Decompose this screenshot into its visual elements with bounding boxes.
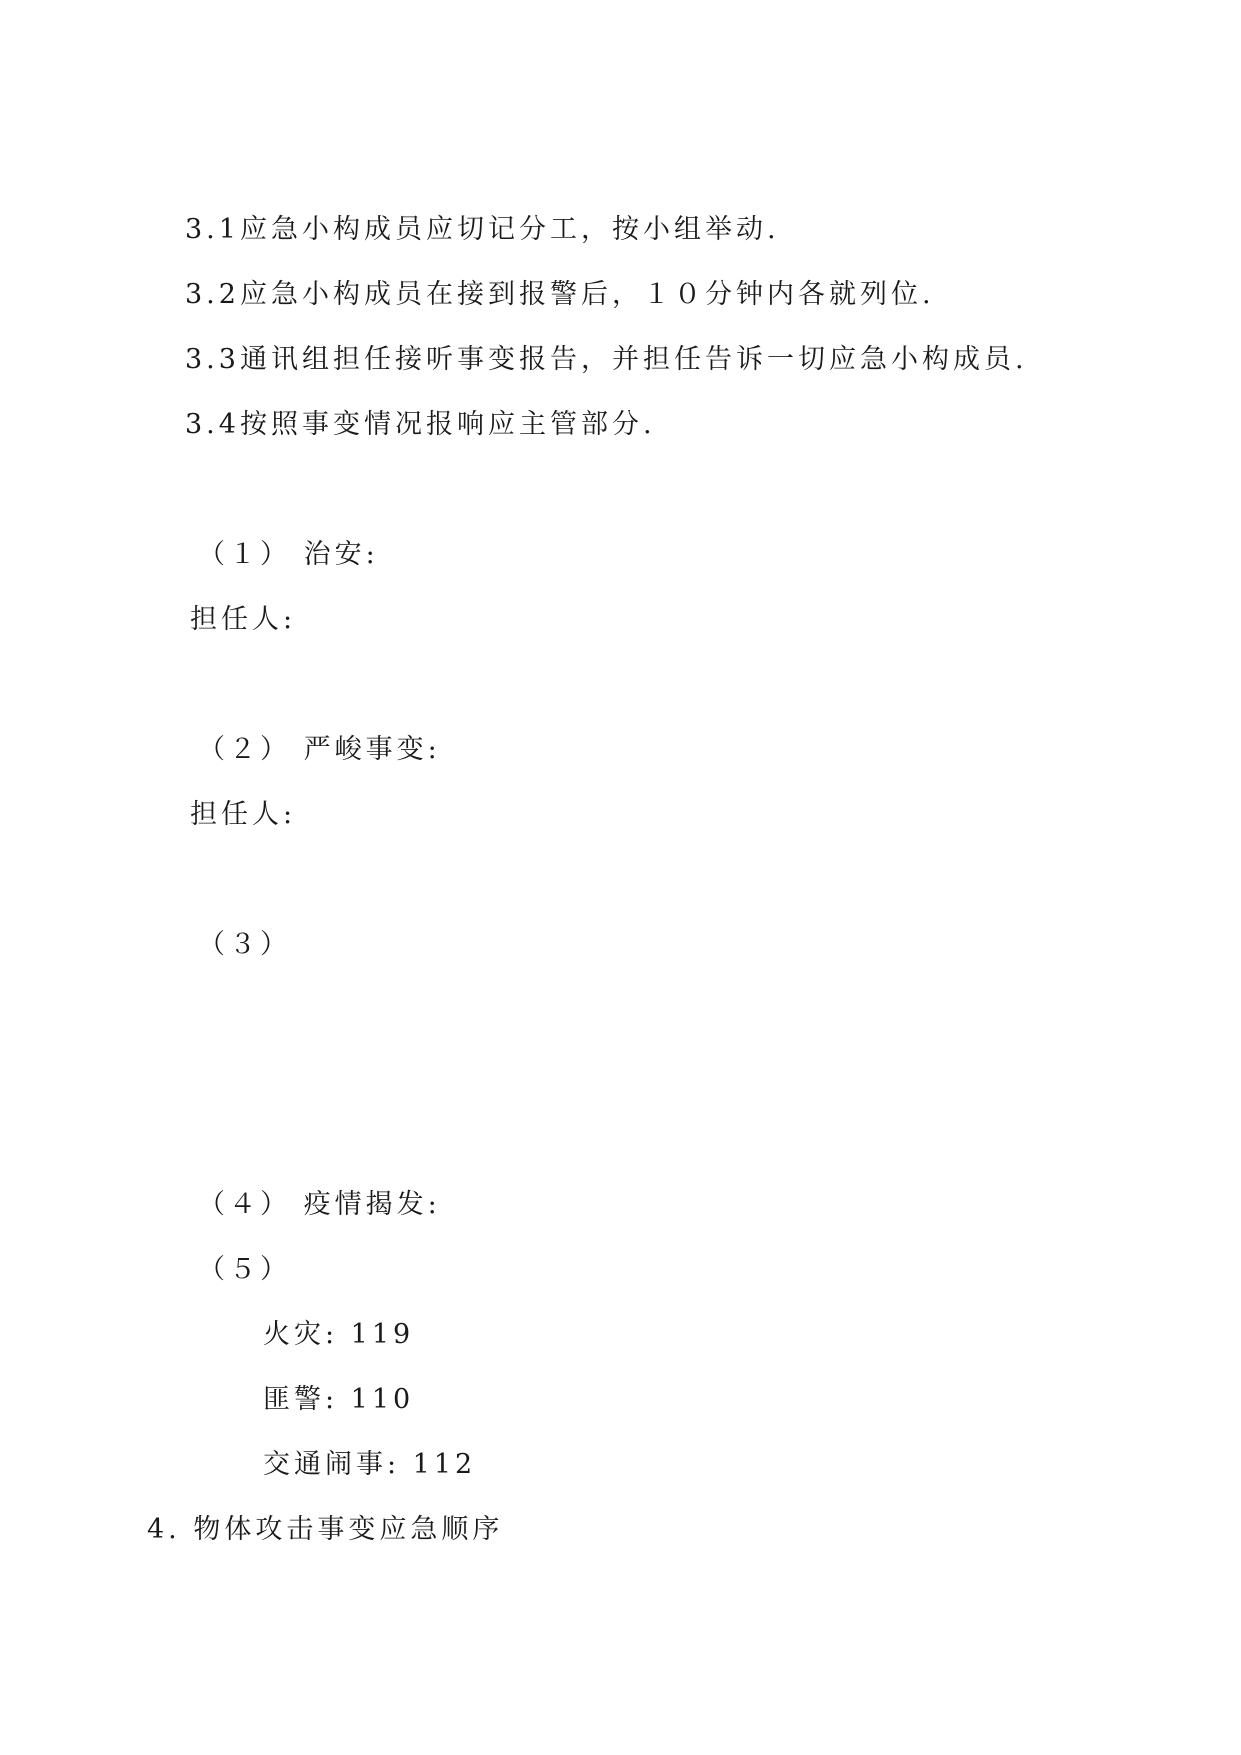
section-4-heading: 4. 物体攻击事变应急顺序 <box>147 1514 504 1545</box>
traffic-accident-number: 交通闹事: 112 <box>263 1449 477 1480</box>
section-3-1-text: 3.1应急小构成员应切记分工，按小组举动. <box>185 214 780 245</box>
item-2-serious-incident: （２） 严峻事变: <box>198 734 441 765</box>
section-3-3-text: 3.3通讯组担任接听事变报告，并担任告诉一切应急小构成员. <box>185 344 1028 375</box>
item-2-person-in-charge: 担任人: <box>190 799 297 830</box>
police-number: 匪警: 110 <box>263 1384 415 1415</box>
item-1-person-in-charge: 担任人: <box>190 604 297 635</box>
item-4-epidemic: （４） 疫情揭发: <box>198 1189 441 1220</box>
section-3-2-text: 3.2应急小构成员在接到报警后，１０分钟内各就列位. <box>185 279 935 310</box>
fire-number: 火灾: 119 <box>263 1319 415 1350</box>
item-1-security: （１） 治安: <box>198 539 379 570</box>
item-3-label: （３） <box>198 929 291 960</box>
item-5-label: （５） <box>198 1254 291 1285</box>
section-3-4-text: 3.4按照事变情况报响应主管部分. <box>185 409 656 440</box>
